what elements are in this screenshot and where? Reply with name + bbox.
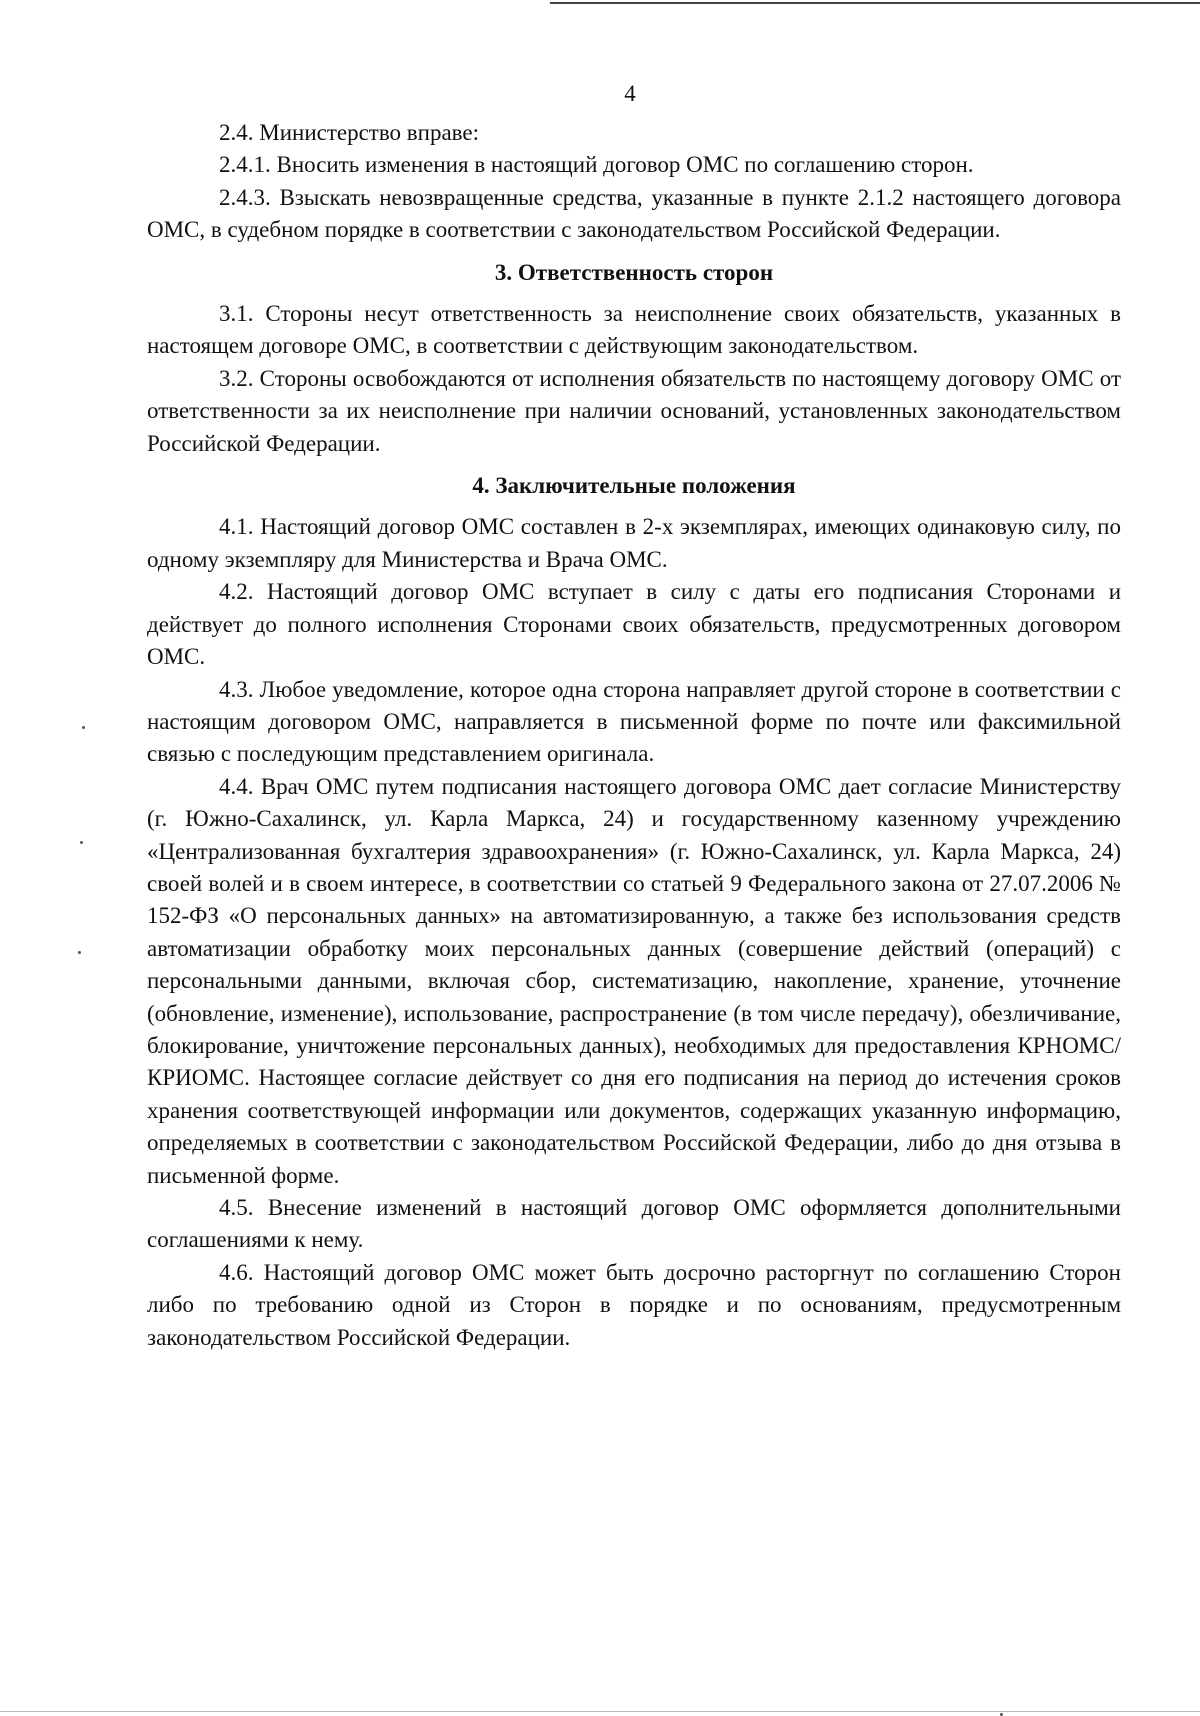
paragraph-4-1: 4.1. Настоящий договор ОМС составлен в 2-х экземплярах, имеющих одинаковую силу, по одному экземпляру для Министерства и Врача ОМС. (147, 514, 1121, 572)
paragraph-4-4: 4.4. Врач ОМС путем подписания настоящего договора ОМС дает согласие Министерству (г. Южно-Сахалинск, ул. Карла Маркса, 24) и государственному казенному учреждению «Централизованная бухгалтерия здравоохранения» (г. Южно-Сахалинск, ул. Карла Маркса, 24) своей волей и в своем интересе, в соответствии со статьей 9 Федерального закона от 27.07.2006 № 152-ФЗ «О персональных данных» на автоматизированную, а также без использования средств автоматизации обработку моих персональных данных (совершение действий (операций) с персональными данными, включая сбор, систематизацию, накопление, хранение, уточнение (обновление, изменение), использование, распространение (в том числе передачу), обезличивание, блокирование, уничтожение персональных данных), необходимых для предоставления КРНОМС/КРИОМС. Настоящее согласие действует со дня его подписания на период до истечения сроков хранения соответствующей информации или документов, содержащих указанную информацию, определяемых в соответствии с законодательством Российской Федерации, либо до дня отзыва в письменной форме. (147, 773, 1121, 1188)
scan-edge-line (550, 2, 1200, 4)
paragraph-2-4-3: 2.4.3. Взыскать невозвращенные средства, указанные в пункте 2.1.2 настоящего договора ОМС, в судебном порядке в соответствии с законодательством Российской Федерации. (147, 184, 1121, 243)
paragraph-4-3: 4.3. Любое уведомление, которое одна сторона направляет другой стороне в соответствии с настоящим договором ОМС, направляется в письменной форме по почте или факсимильной связью с последующим представлением оригинала. (147, 676, 1121, 767)
page-number: 4 (624, 81, 636, 106)
section-4-heading: 4. Заключительные положения (472, 473, 796, 499)
paragraph-2-4-1: 2.4.1. Вносить изменения в настоящий договор ОМС по соглашению сторон. (219, 152, 974, 178)
section-3-heading: 3. Ответственность сторон (494, 259, 774, 285)
paragraph-3-1: 3.1. Стороны несут ответственность за неисполнение своих обязательств, указанных в настоящем договоре ОМС, в соответствии с действующим законодательством. (147, 301, 1121, 359)
document-body (147, 117, 1121, 1354)
scan-edge-line-bottom (0, 1711, 1200, 1712)
paragraph-4-2: 4.2. Настоящий договор ОМС вступает в силу с даты его подписания Сторонами и действует до полного исполнения Сторонами своих обязательств, предусмотренных договором ОМС. (147, 579, 1121, 670)
paragraph-4-6: 4.6. Настоящий договор ОМС может быть досрочно расторгнут по соглашению Сторон либо по требованию одной из Сторон в порядке и по основаниям, предусмотренным законодательством Российской Федерации. (147, 1259, 1121, 1350)
paragraph-4-5: 4.5. Внесение изменений в настоящий договор ОМС оформляется дополнительными соглашениями к нему. (147, 1195, 1121, 1253)
paragraph-2-4: 2.4. Министерство вправе: (219, 120, 480, 145)
paragraph-3-2: 3.2. Стороны освобождаются от исполнения обязательств по настоящему договору ОМС от ответственности за их неисполнение при наличии оснований, установленных законодательством Российской Федерации. (147, 365, 1121, 456)
